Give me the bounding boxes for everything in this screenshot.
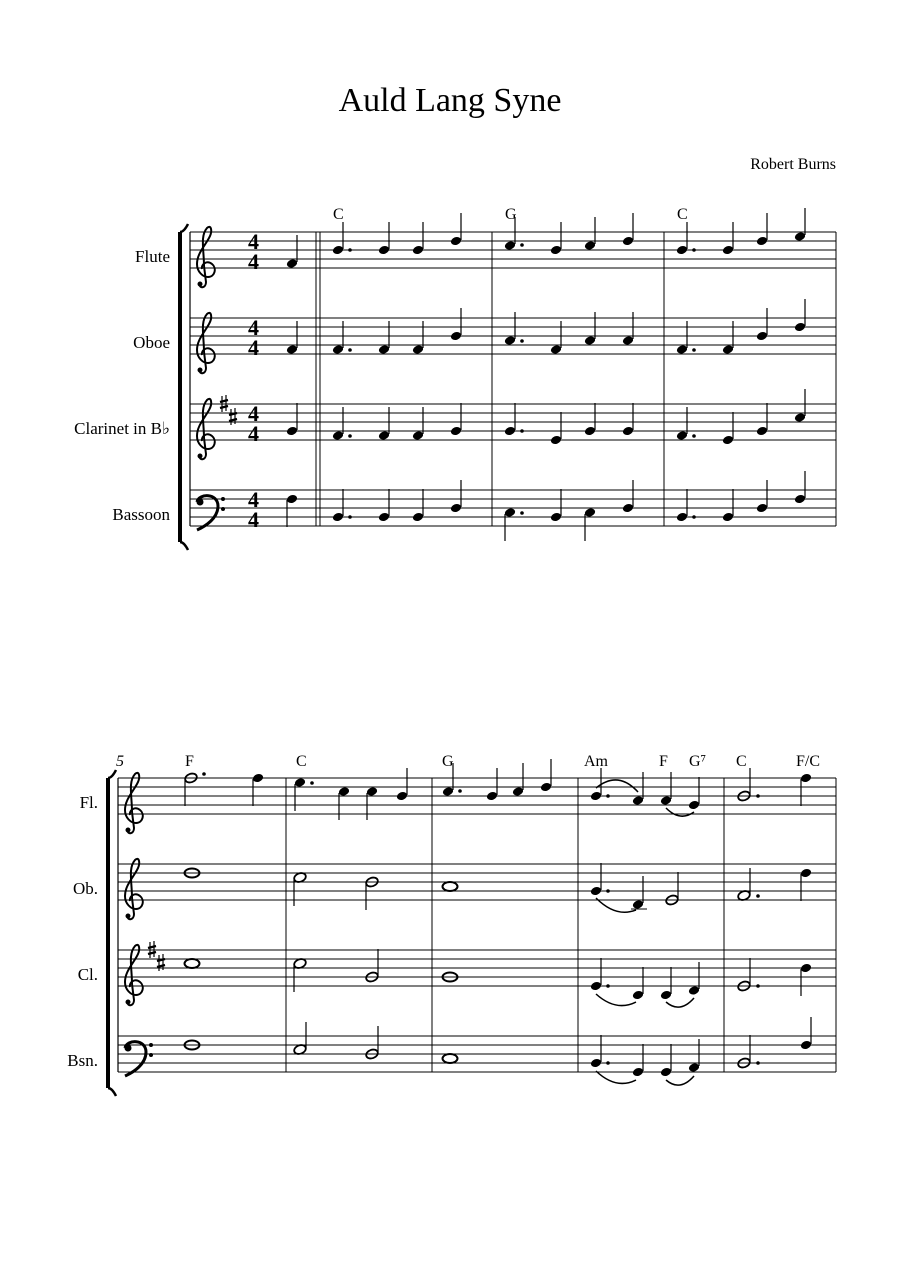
chord-symbol: G⁷ [689,753,707,770]
chord-symbol: C [333,206,344,223]
flute-notes [286,208,806,269]
chord-symbol: C [736,753,747,770]
instrument-abbr-oboe: Ob. [72,879,98,898]
chord-symbol: C [296,753,307,770]
chord-symbol: G [442,753,454,770]
chord-symbol: F [659,753,668,770]
score-notation: 4 4 Flute Oboe Clarinet in B♭ Bassoon C G C 5 Fl. Ob. Cl. Bsn. F C G Am F G⁷ C F/C [0,0,900,1274]
oboe-notes [185,863,813,912]
system-2 [67,753,836,1096]
instrument-name-oboe: Oboe [133,333,170,352]
chord-symbol: F/C [796,753,821,770]
flute-notes [182,759,812,820]
instrument-name-bassoon: Bassoon [112,505,170,524]
clarinet-notes [185,949,813,1007]
system-1 [74,206,836,550]
instrument-abbr-bassoon: Bsn. [67,1051,98,1070]
instrument-abbr-flute: Fl. [79,793,98,812]
instrument-name-clarinet: Clarinet in B♭ [74,419,170,438]
chord-symbol: F [185,753,194,770]
clarinet-notes [286,389,806,445]
chord-symbol: C [677,206,688,223]
chord-symbol: Am [584,753,608,770]
instrument-abbr-clarinet: Cl. [77,965,98,984]
page-title: Auld Lang Syne [338,82,562,119]
instrument-name-flute: Flute [135,247,170,266]
composer-credit: Robert Burns [750,156,836,173]
bassoon-notes [286,471,806,541]
measure-number: 5 [116,753,124,770]
bassoon-notes [185,1017,813,1085]
chord-symbol: G [505,206,517,223]
